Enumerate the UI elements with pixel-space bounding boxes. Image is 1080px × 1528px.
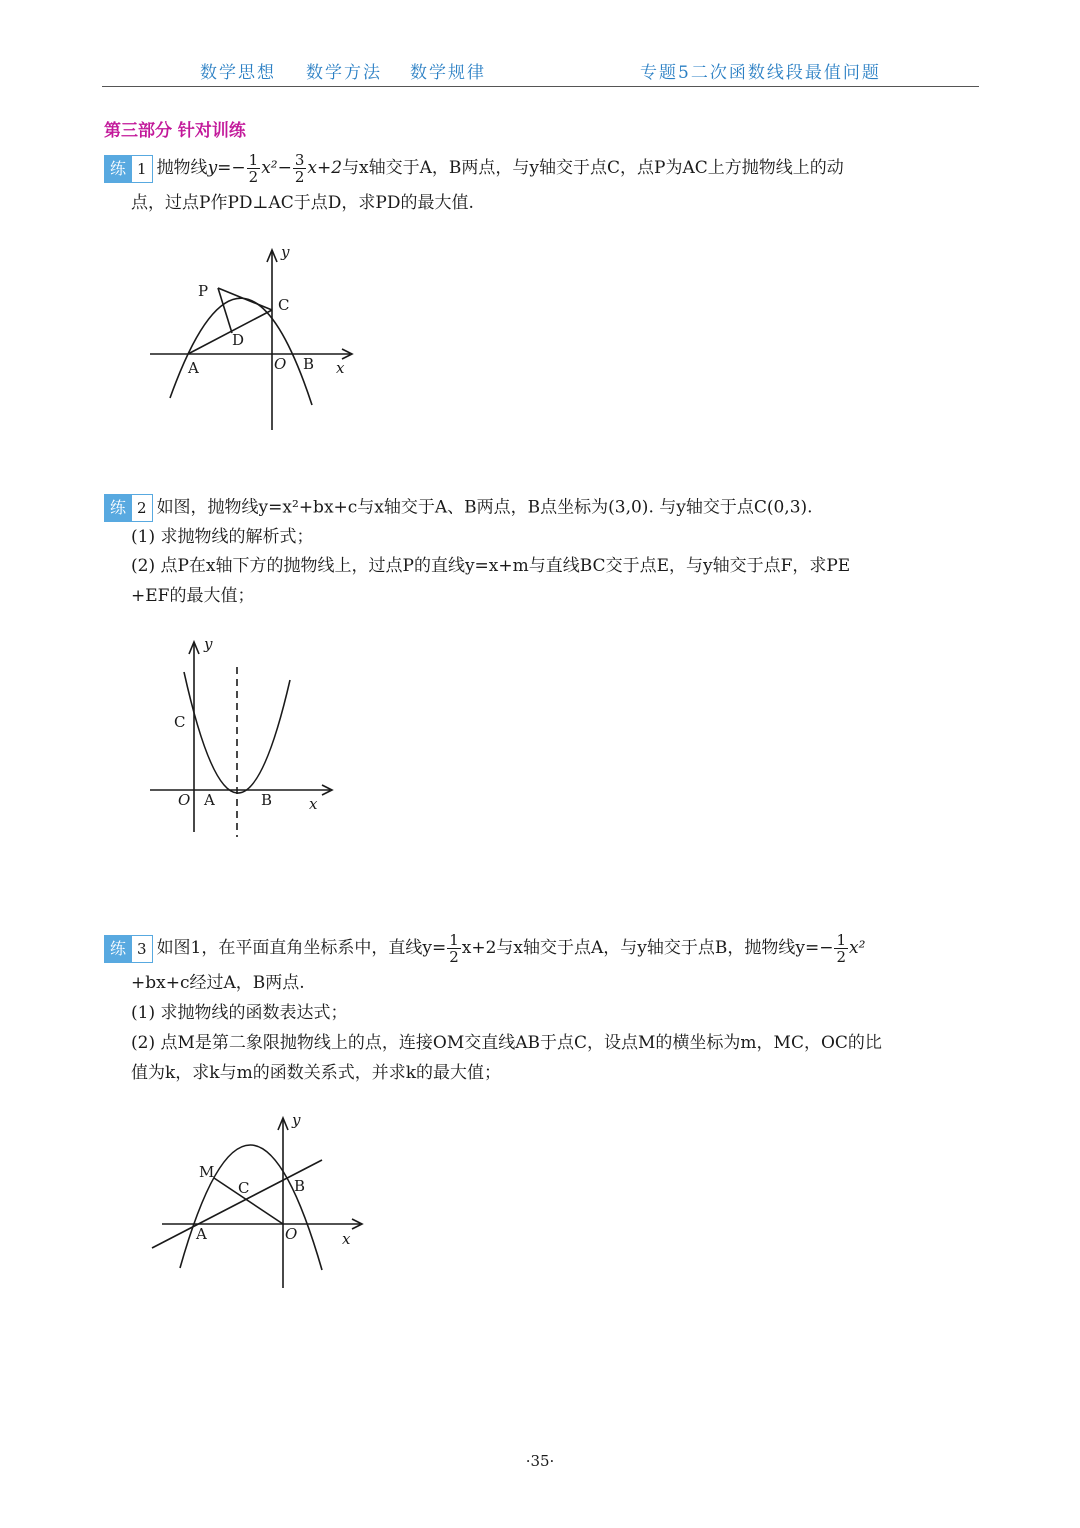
fig1-label-c: C <box>278 296 290 314</box>
problem-3-line-1: 练 3 如图1，在平面直角坐标系中，直线y= $\frac{1}{2}$ x+2与x轴交于点A，与y轴交于点B，抛物线y=− $\frac{1}{2}$ x² <box>104 932 865 965</box>
page-number: ·35· <box>525 1452 555 1470</box>
problem-2-figure <box>140 632 350 842</box>
fraction: $\frac{1}{2}$ <box>449 931 459 966</box>
fig1-label-b: B <box>303 355 315 373</box>
fraction: $\frac{1}{2}$ <box>836 931 847 966</box>
fig1-label-a: A <box>188 359 199 377</box>
fraction: $\frac{1}{2}$ <box>248 151 259 186</box>
fig2-label-y: y <box>204 635 213 653</box>
problem-3-tag: 练 3 <box>104 935 153 963</box>
fig1-label-y: y <box>281 243 290 261</box>
fig3-label-y: y <box>292 1111 301 1129</box>
fig2-label-c: C <box>174 713 186 731</box>
header-item-1: 数学思想 <box>200 63 276 83</box>
problem-2-tag: 练 2 <box>104 494 153 522</box>
header-title: 专题5二次函数线段最值问题 <box>640 63 881 83</box>
problem-3-q1: (1) 求抛物线的函数表达式； <box>131 1003 348 1023</box>
problem-1-line-2: 点，过点P作PD⊥AC于点D，求PD的最大值. <box>131 193 474 213</box>
problem-2-q2-line-2: +EF的最大值； <box>131 586 255 606</box>
fig3-label-b: B <box>294 1177 306 1195</box>
header-item-2: 数学方法 <box>306 63 382 83</box>
header-item-3: 数学规律 <box>410 63 486 83</box>
problem-3-q2-line-1: (2) 点M是第二象限抛物线上的点，连接OM交直线AB于点C，设点M的横坐标为m，MC，OC的比 <box>131 1033 882 1053</box>
problem-2-q2-line-1: (2) 点P在x轴下方的抛物线上，过点P的直线y=x+m与直线BC交于点E，与y轴交于点F，求PE <box>131 556 851 576</box>
header-divider <box>102 86 979 87</box>
problem-1-tag: 练 1 <box>104 155 153 183</box>
problem-3-line-2: +bx+c经过A，B两点. <box>131 973 305 993</box>
fig2-label-b: B <box>261 791 273 809</box>
problem-1-line-1: 练 1 抛物线y=− $\frac{1}{2}$ x²− $\frac{3}{2}$ x+2与x轴交于A，B两点，与y轴交于点C，点P为AC上方抛物线上的动 <box>104 152 844 185</box>
fig2-label-a: A <box>204 791 215 809</box>
fig2-label-o: O <box>178 791 191 809</box>
fig1-label-o: O <box>274 355 287 373</box>
problem-3-figure <box>140 1108 380 1298</box>
problem-2-q1: (1) 求抛物线的解析式； <box>131 527 314 547</box>
fraction: $\frac{3}{2}$ <box>294 151 305 186</box>
fig1-label-p: P <box>198 282 209 300</box>
problem-2-line-1: 练 2 如图，抛物线y=x²+bx+c与x轴交于A、B两点，B点坐标为(3,0). 与y轴交于点C(0,3). <box>104 494 813 522</box>
fig3-label-c: C <box>238 1179 250 1197</box>
fig3-label-x: x <box>342 1230 351 1248</box>
fig1-label-x: x <box>336 359 345 377</box>
fig3-label-a: A <box>196 1225 207 1243</box>
problem-3-q2-line-2: 值为k，求k与m的函数关系式，并求k的最大值； <box>131 1063 502 1083</box>
fig1-label-d: D <box>232 331 245 349</box>
fig3-label-m: M <box>199 1163 215 1181</box>
fig2-label-x: x <box>309 795 318 813</box>
problem-1-figure <box>140 240 370 440</box>
fig3-label-o: O <box>285 1225 298 1243</box>
section-title: 第三部分 针对训练 <box>104 121 246 141</box>
